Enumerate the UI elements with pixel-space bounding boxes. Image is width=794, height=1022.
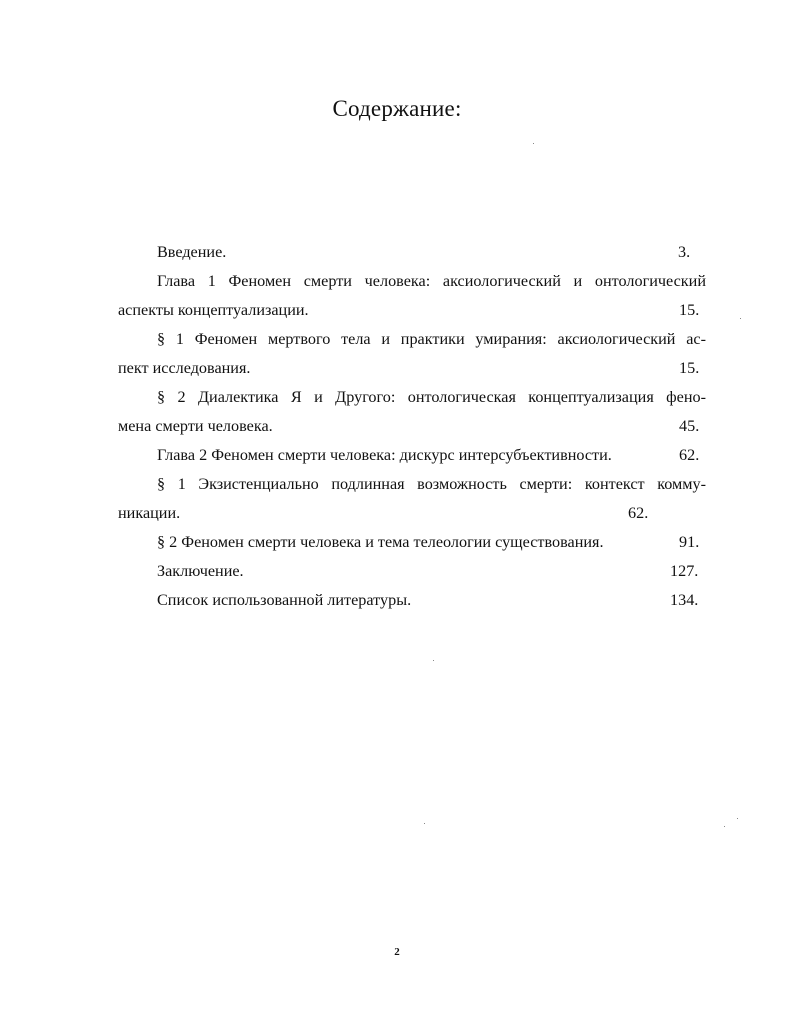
toc-entry-chapter-1 [118,267,706,296]
toc-page-number: 15. [679,359,700,377]
toc-entry-text: § 1 Экзистенциально подлинная возможность смерти: контекст комму- [157,475,706,493]
scan-speck [424,823,425,824]
scan-speck [433,660,434,661]
toc-entry-conclusion [118,557,706,586]
scan-speck [740,318,741,319]
scan-speck [737,818,738,819]
toc-entry-text: никации. [118,504,181,522]
toc-entry-text: § 2 Феномен смерти человека и тема телеологии существования. [157,533,604,551]
scan-speck [724,826,725,827]
toc-entry-chapter-1-cont [118,296,706,325]
toc-entry-references [118,586,706,615]
toc-entry-text: мена смерти человека. [118,417,273,435]
toc-entry-text: Глава 1 Феномен смерти человека: аксиологический и онтологический [157,272,706,290]
toc-entry-chapter-2 [118,441,706,470]
page-title: Содержание: [332,96,462,121]
toc-entry-chapter-1-section-2-cont [118,412,706,441]
table-of-contents [118,238,706,615]
toc-entry-chapter-1-section-1-cont [118,354,706,383]
toc-entry-text: Заключение. [157,562,244,580]
toc-entry-chapter-2-section-1-cont [118,499,706,528]
page-number: 2 [394,946,400,958]
toc-entry-chapter-1-section-1 [118,325,706,354]
toc-page-number: 15. [679,301,700,319]
toc-entry-text: Введение. [157,243,227,261]
toc-entry-intro [118,238,706,267]
toc-page-number: 3. [678,243,691,261]
toc-entry-text: Глава 2 Феномен смерти человека: дискурс интерсубъективности. [157,446,612,464]
toc-page-number: 91. [679,533,700,551]
toc-entry-chapter-1-section-2 [118,383,706,412]
toc-page-number: 62. [679,446,700,464]
toc-entry-text: § 2 Диалектика Я и Другого: онтологическая концептуализация фено- [157,388,706,406]
toc-page-number: 62. [628,504,649,522]
toc-page-number: 127. [670,562,699,580]
toc-entry-chapter-2-section-2 [118,528,706,557]
scan-speck [533,143,534,144]
toc-entry-chapter-2-section-1 [118,470,706,499]
toc-page-number: 45. [679,417,700,435]
toc-entry-text: Список использованной литературы. [157,591,412,609]
toc-entry-text: пект исследования. [118,359,251,377]
toc-entry-text: § 1 Феномен мертвого тела и практики умирания: аксиологический ас- [157,330,706,348]
toc-page-number: 134. [670,591,699,609]
toc-entry-text: аспекты концептуализации. [118,301,309,319]
